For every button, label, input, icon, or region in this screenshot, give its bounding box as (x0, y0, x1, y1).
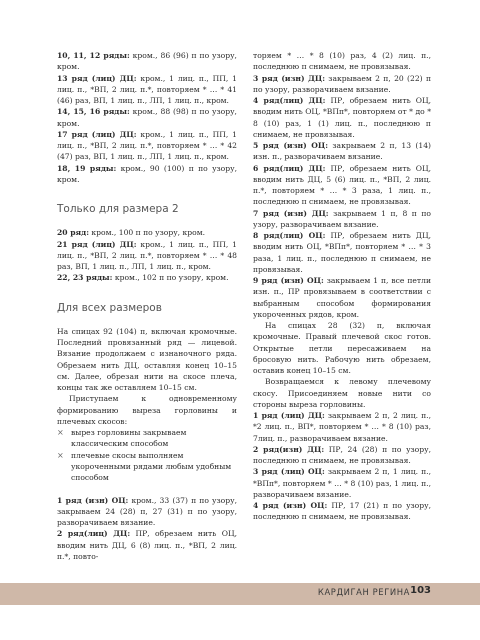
rows-14-16: 14, 15, 16 ряды: кром., 88 (98) п по узору, кром. (57, 107, 237, 128)
footer-title: КАРДИГАН РЕГИНА (317, 587, 410, 597)
paragraph-right-shoulder-done: На спицах 28 (32) п, включая кромочные. Правый плечевой скос готов. Открытые петли пересаживаем на бросовую нить. Рабочую нить обрезаем, оставив конец 10–15 см. (253, 321, 431, 375)
page-number: 103 (410, 585, 431, 596)
left-row-3: 3 ряд (лиц) ОЦ: закрываем 2 п, 1 лиц. п., *ВПп*, повторяем * … * 8 (10) раз, 1 лиц. п., разворачиваем вязание. (253, 467, 431, 499)
row-7: 7 ряд (изн) ДЦ: закрываем 1 п, 8 п по узору, разворачиваем вязание. (253, 208, 431, 229)
paragraph-neckline-intro: Приступаем к одновременному формированию выреза горловины и плечевых скосов: (57, 394, 237, 426)
list-item: × вырез горловины закрываем классическим способом (57, 428, 187, 449)
row-8: 8 ряд(лиц) ОЦ: ПР, обрезаем нить ДЦ, вводим нить ОЦ, *ВПп*, повторяем * … * 3 раза, 1 лиц. п., последнюю п снимаем, не провязывая. (253, 231, 432, 274)
left-row-2: 2 ряд(изн) ДЦ: ПР, 24 (28) п по узору, последнюю п снимаем, не провязывая. (253, 444, 431, 465)
row-1: 1 ряд (изн) ОЦ: кром., 33 (37) п по узору, закрываем 24 (28) п, 27 (31) п по узору, разворачиваем вязание. (57, 495, 237, 527)
bullet-list (57, 427, 237, 483)
row-3: 3 ряд (изн) ДЦ: закрываем 2 п, 20 (22) п по узору, разворачиваем вязание. (253, 73, 431, 94)
left-row-4: 4 ряд (изн) ОЦ: ПР, 17 (21) п по узору, последнюю п снимаем, не провязывая. (253, 501, 431, 522)
row-9: 9 ряд (изн) ОЦ: закрываем 1 п, все петли изн. п., ПР провязываем в соответствии с выбранным способом формирования укороченных рядов, кром. (253, 276, 431, 319)
section-heading-all-sizes: Для всех размеров (57, 301, 162, 314)
row-2-continued: торяем * … * 8 (10) раз, 4 (2) лиц. п., последнюю п снимаем, не провязывая. (253, 51, 431, 72)
rows-18-19: 18, 19 ряды: кром., 90 (100) п по узору, кром. (57, 163, 237, 184)
row-2: 2 ряд(лиц) ДЦ: ПР, обрезаем нить ОЦ, вводим нить ДЦ, 6 (8) лиц. п., *ВП, 2 лиц. п.*, повто- (57, 529, 237, 561)
rows-22-23: 22, 23 ряды: кром., 102 п по узору, кром. (57, 273, 229, 283)
paragraph-left-shoulder: Возвращаемся к левому плечевому скосу. Присоединяем новые нити со стороны выреза горловины. (253, 377, 431, 409)
row-20: 20 ряд: кром., 100 п по узору, кром. (57, 228, 206, 238)
section-heading-size-2: Только для размера 2 (57, 203, 179, 216)
row-6: 6 ряд(лиц) ДЦ: ПР, обрезаем нить ОЦ, вводим нить ДЦ, 5 (6) лиц. п., *ВП, 2 лиц. п.*, повторяем * … * 3 раза, 1 лиц. п., последнюю п снимаем, не провязывая. (253, 163, 431, 207)
cross-bullet-icon: × (57, 450, 64, 460)
left-row-1: 1 ряд (лиц) ДЦ: закрываем 2 п, 2 лиц. п., *2 лиц. п., ВП*, повторяем * … * 8 (10) раз, 7лиц. п., разворачиваем вязание. (253, 411, 431, 443)
row-13: 13 ряд (лиц) ДЦ: кром., 1 лиц. п., ПП, 1 лиц. п., *ВП, 2 лиц. п.*, повторяем * … * 41 (46) раз, ВП, 1 лиц. п., ЛП, 1 лиц. п., кром. (57, 73, 238, 105)
rows-10-12: 10, 11, 12 ряды: кром., 86 (96) п по узору, кром. (57, 51, 237, 72)
list-item: × плечевые скосы выполняем укороченными рядами любым удобным способом (57, 450, 232, 482)
cross-bullet-icon: × (57, 428, 64, 437)
row-17: 17 ряд (лиц) ДЦ: кром., 1 лиц. п., ПП, 1 лиц. п., *ВП, 2 лиц. п.*, повторяем * … * 42 (47) раз, ВП, 1 лиц. п., ЛП, 1 лиц. п., кром. (57, 129, 238, 162)
paragraph-stitches: На спицах 92 (104) п, включая кромочные. Последний провязанный ряд — лицевой. Вязание продолжаем с изнаночного ряда. Обрезаем нить ДЦ, оставляя конец 10–15 см. Далее, обрезая нити на скосе плеча, концы так же оставляем 10–15 см. (57, 326, 237, 392)
row-4: 4 ряд(лиц) ДЦ: ПР, обрезаем нить ОЦ, вводим нить ОЦ, *ВПп*, повторяем от * до * 8 (10) раз, 1 (1) лиц. п., последнюю п снимаем, не провязывая. (253, 96, 431, 139)
row-5: 5 ряд (изн) ОЦ: закрываем 2 п, 13 (14) изн. п., разворачиваем вязание. (253, 141, 431, 162)
right-column (253, 50, 431, 523)
left-column (57, 50, 237, 562)
row-21: 21 ряд (лиц) ДЦ: кром., 1 лиц. п., ПП, 1 лиц. п., *ВП, 2 лиц. п.*, повторяем * … * 48 раз, ВП, 1 лиц. п., ЛП, 1 лиц. п., кром. (57, 239, 238, 271)
